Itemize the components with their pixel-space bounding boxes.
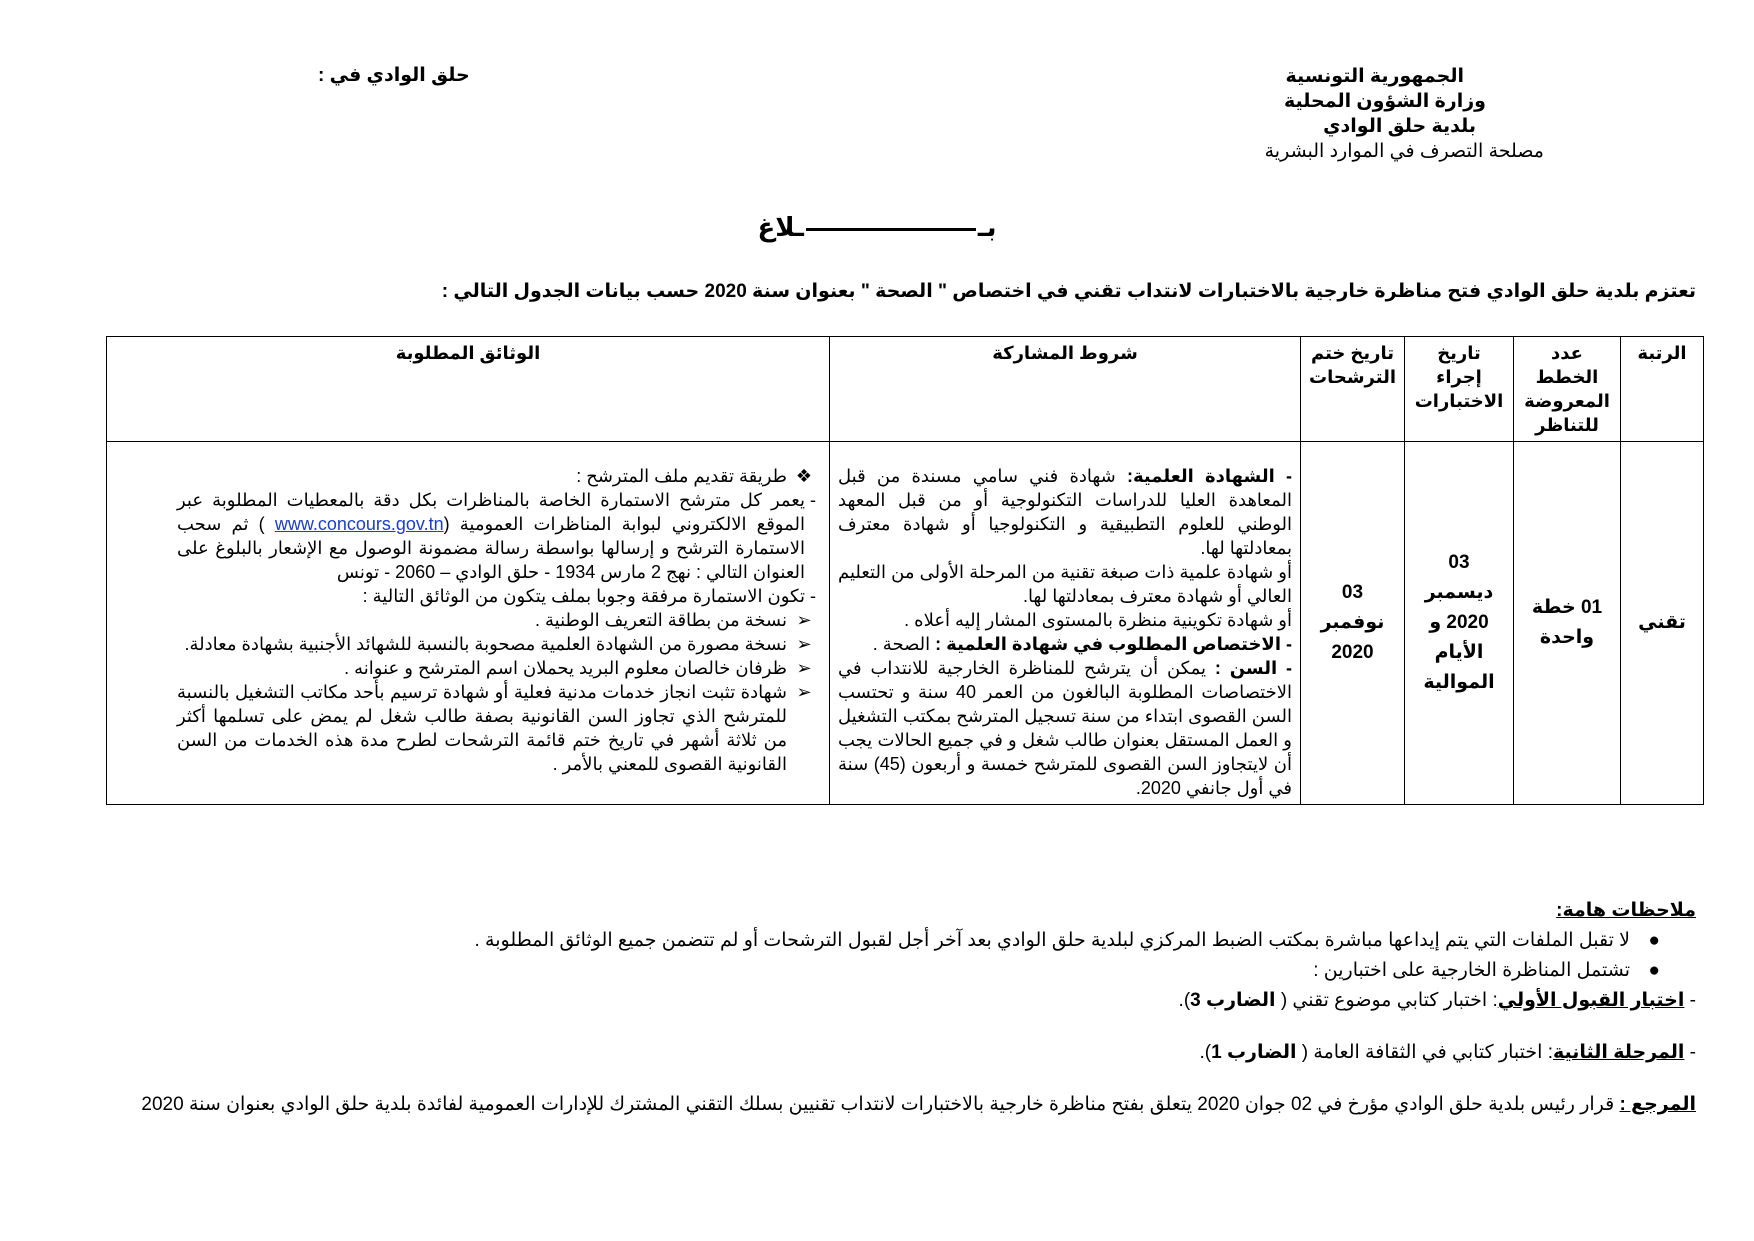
doc-item <box>177 680 821 776</box>
doc-item-text: شهادة تثبت انجاز خدمات مدنية فعلية أو شهادة ترسيم بأحد مكاتب التشغيل بالنسبة للمترشح الذي تجاوز السن القانونية بصفة طالب شغل لم يمض على تسلمها أكثر من ثلاثة أشهر في تاريخ ختم قائمة الترشحات لطرح مدة هذه الخدمات من السن القانونية القصوى للمعني بالأمر . <box>177 682 787 774</box>
reference <box>76 1090 1696 1120</box>
note-item <box>76 926 1696 956</box>
doc-item <box>177 632 821 656</box>
doc-item-text: نسخة مصورة من الشهادة العلمية مصحوبة بالنسبة للشهائد الأجنبية بشهادة معادلة. <box>184 634 787 654</box>
arrow-icon: ➢ <box>796 682 812 702</box>
cell-positions: 01 خطة واحدة <box>1514 442 1621 805</box>
note-item <box>76 956 1696 986</box>
concours-link[interactable]: www.concours.gov.tn <box>274 514 444 534</box>
doc-item <box>177 608 821 632</box>
doc-item-text: ظرفان خالصان معلوم البريد يحملان اسم المترشح و عنوانه . <box>344 658 787 678</box>
letterhead-ministry: وزارة الشؤون المحلية <box>1283 91 1486 112</box>
stage-1-coef: الضارب 3 <box>1190 990 1276 1011</box>
close-paren: ). <box>1199 1042 1212 1063</box>
note-text: تشتمل المناظرة الخارجية على اختبارين : <box>1313 960 1630 981</box>
close-paren: ). <box>1178 990 1191 1011</box>
header-grade: الرتبة <box>1621 337 1704 442</box>
condition-specialty-value: الصحة . <box>872 634 936 654</box>
competition-table <box>106 336 1704 805</box>
notes-section <box>76 896 1696 1120</box>
bullet-icon: ● <box>1648 930 1660 951</box>
condition-age <box>838 656 1292 800</box>
stage-2-label: المرحلة الثانية <box>1552 1042 1685 1063</box>
condition-degree <box>838 464 1292 560</box>
condition-age-text: يمكن أن يترشح للمناظرة الخارجية للانتداب في الاختصاصات المطلوبة البالغون من العمر 40 سنة و تحتسب السن القصوى ابتداء من سنة تسجيل المترشح بمكتب التشغيل و العمل المستقل بعنوان طالب شغل و في جميع الحالات يجب أن لايتجاوز السن القصوى للمترشح خمسة و أربعون (45) سنة في أول جانفي 2020. <box>838 658 1292 798</box>
table-row <box>107 442 1704 805</box>
cell-documents <box>107 442 830 805</box>
letterhead-department: مصلحة التصرف في الموارد البشرية <box>1264 141 1544 162</box>
table-header-row <box>107 337 1704 442</box>
doc-attach-text: تكون الاستمارة مرفقة وجوبا بملف يتكون من الوثائق التالية : <box>362 586 805 606</box>
doc-fill-text <box>177 488 805 584</box>
doc-method-text: طريقة تقديم ملف المترشح : <box>576 466 787 486</box>
stage-1-text: : اختبار كتابي موضوع تقني ( <box>1275 990 1498 1011</box>
stage-1-label: اختبار القبول الأولي <box>1497 990 1685 1011</box>
bullet-icon: ● <box>1648 960 1660 981</box>
doc-method <box>177 464 821 488</box>
dash-mark: - <box>810 490 816 510</box>
doc-attach <box>177 584 821 608</box>
letterhead-municipality: بلدية حلق الوادي <box>1323 116 1476 137</box>
doc-item-text: نسخة من بطاقة التعريف الوطنية . <box>535 610 787 630</box>
condition-specialty <box>838 632 1292 656</box>
header-conditions: شروط المشاركة <box>830 337 1301 442</box>
stage-2-coef: الضارب 1 <box>1211 1042 1297 1063</box>
page-title <box>0 212 1754 243</box>
reference-text: قرار رئيس بلدية حلق الوادي مؤرخ في 02 جوان 2020 يتعلق بفتح مناظرة خارجية بالاختبارات لانتداب تقنيين بسلك التقني المشترك للإدارات العمومية لفائدة بلدية حلق الوادي بعنوان سنة 2020 <box>141 1094 1620 1115</box>
cell-exam-date: 03 ديسمبر 2020 و الأيام الموالية <box>1405 442 1514 805</box>
condition-alternative-1: أو شهادة علمية ذات صبغة تقنية من المرحلة الأولى من التعليم العالي أو شهادة معترف بمعادلتها لها. <box>838 562 1292 606</box>
letterhead <box>1186 64 1544 164</box>
header-deadline: تاريخ ختم الترشحات <box>1301 337 1405 442</box>
header-documents: الوثائق المطلوبة <box>107 337 830 442</box>
diamond-icon: ❖ <box>795 466 813 486</box>
header-exam-date: تاريخ إجراء الاختبارات <box>1405 337 1514 442</box>
stage-2-text: : اختبار كتابي في الثقافة العامة ( <box>1296 1042 1553 1063</box>
stage-2: - المرحلة الثانية: اختبار كتابي في الثقافة العامة ( الضارب 1). <box>1199 1042 1696 1063</box>
condition-degree-text: شهادة فني سامي مسندة من قبل المعاهدة العليا للدراسات التكنولوجية أو من قبل المعهد الوطني للعلوم التطبيقية و التكنولوجيا أو شهادة معترف بمعادلتها لها. <box>838 466 1292 558</box>
letterhead-republic: الجمهورية التونسية <box>1285 66 1464 87</box>
notes-heading: ملاحظات هامة: <box>1556 900 1696 921</box>
arrow-icon: ➢ <box>796 634 812 654</box>
dash-mark: - <box>810 586 816 606</box>
condition-specialty-label: - الاختصاص المطلوب في شهادة العلمية : <box>935 634 1292 654</box>
cell-conditions <box>830 442 1301 805</box>
title-start: بـ <box>977 212 997 242</box>
note-text: لا تقبل الملفات التي يتم إيداعها مباشرة بمكتب الضبط المركزي لبلدية حلق الوادي بعد آخر أجل لقبول الترشحات أو لم تتضمن جميع الوثائق المطلوبة . <box>474 930 1630 951</box>
title-rule <box>806 228 976 231</box>
arrow-icon: ➢ <box>796 610 812 630</box>
condition-age-label: - السن : <box>1214 658 1292 678</box>
title-end: ـلاغ <box>757 212 804 242</box>
reference-label: المرجع : <box>1619 1094 1696 1115</box>
arrow-icon: ➢ <box>796 658 812 678</box>
doc-fill <box>177 488 821 584</box>
header-positions: عدد الخطط المعروضة للتناظر <box>1514 337 1621 442</box>
stage-1: - اختبار القبول الأولي: اختبار كتابي موضوع تقني ( الضارب 3). <box>1178 990 1696 1011</box>
condition-alternative-2: أو شهادة تكوينية منظرة بالمستوى المشار إليه أعلاه . <box>904 610 1292 630</box>
intro-paragraph: تعتزم بلدية حلق الوادي فتح مناظرة خارجية بالاختبارات لانتداب تقني في اختصاص " الصحة " بعنوان سنة 2020 حسب بيانات الجدول التالي : <box>441 281 1696 302</box>
condition-degree-label: - الشهادة العلمية: <box>1127 466 1292 486</box>
cell-grade: تقني <box>1621 442 1704 805</box>
cell-deadline: 03 نوفمبر 2020 <box>1301 442 1405 805</box>
doc-item <box>177 656 821 680</box>
place-date: حلق الوادي في : <box>318 65 470 86</box>
doc-fill-part-2: ) ثم سحب الاستمارة الترشح و إرسالها بواسطة رسالة مضمونة الوصول مع الإشعار بالبلوغ على العنوان التالي : نهج 2 مارس 1934 - حلق الوادي – 2060 - تونس <box>177 514 805 582</box>
doc-fill-part-1: يعمر كل مترشح الاستمارة الخاصة بالمناظرات بكل دقة بالمعطيات المطلوبة عبر الموقع الالكتروني لبوابة المناظرات العمومية ( <box>177 490 805 534</box>
